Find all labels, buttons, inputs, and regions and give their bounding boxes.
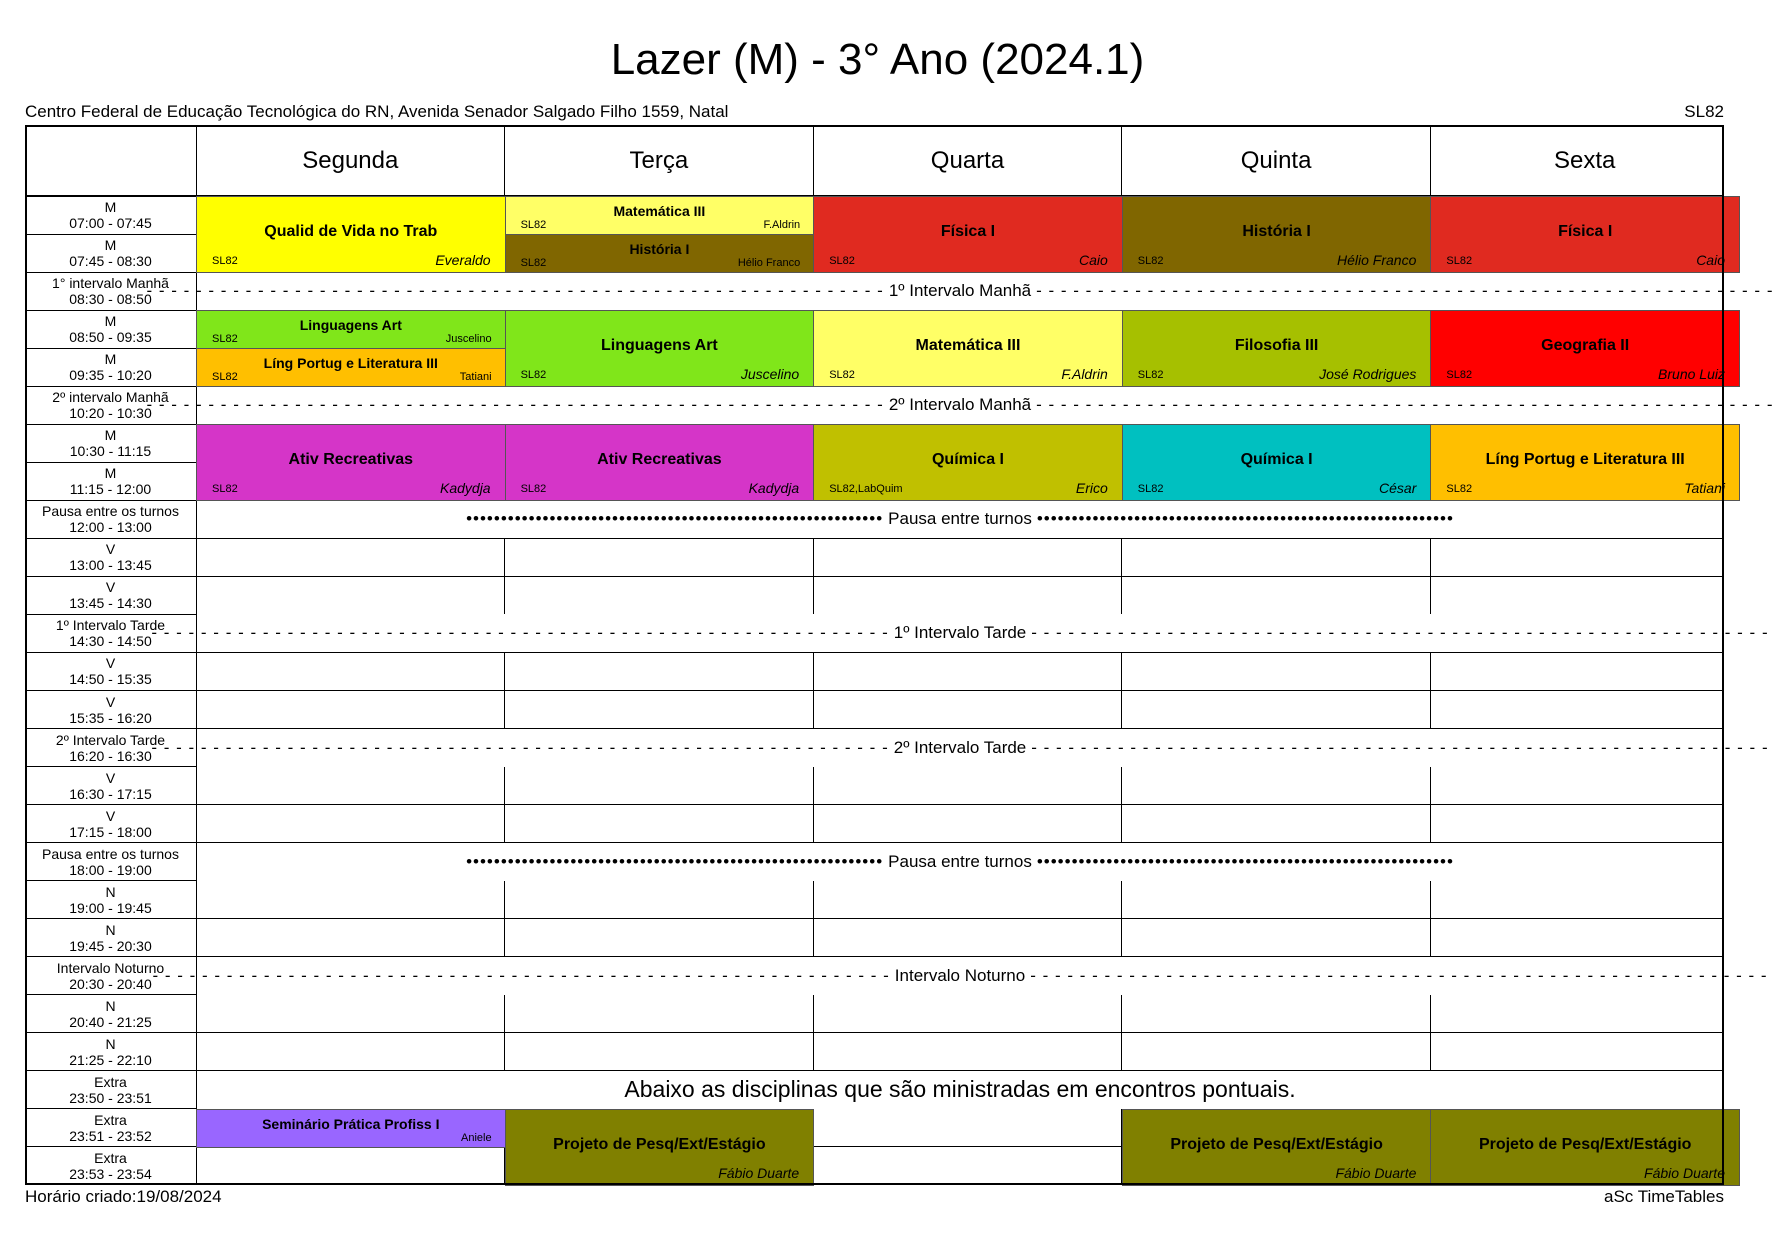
grid-line	[504, 125, 505, 196]
time-slot	[25, 538, 196, 576]
lesson-card[interactable]	[506, 1110, 814, 1185]
grid-line	[1430, 125, 1431, 196]
lesson-card[interactable]	[814, 425, 1122, 500]
lesson-teacher: Bruno Luiz	[1658, 366, 1725, 383]
time-slot-label: V	[105, 655, 116, 672]
break-label: Intervalo Noturno	[894, 965, 1026, 985]
time-slot-range: 19:45 - 20:30	[69, 937, 152, 954]
lesson-card[interactable]	[1431, 1110, 1739, 1185]
time-slot-range: 14:50 - 15:35	[69, 671, 152, 688]
time-slot-label: V	[105, 541, 116, 558]
grid-line	[1121, 538, 1122, 576]
time-slot-range: 19:00 - 19:45	[69, 899, 152, 916]
time-slot-label: 2º intervalo Manhã	[52, 389, 169, 406]
lesson-room: SL82	[520, 369, 547, 382]
lesson-teacher: Hélio Franco	[737, 257, 801, 270]
grid-line	[1430, 576, 1431, 614]
break-label: 2º Intervalo Manhã	[888, 395, 1032, 415]
break-row	[146, 272, 1773, 310]
time-slot	[25, 462, 196, 500]
lesson-subject: Ativ Recreativas	[597, 451, 722, 469]
day-header-3: Quinta	[1240, 146, 1312, 174]
lesson-room: SL82	[212, 371, 238, 384]
lesson-subject: Geografia II	[1541, 337, 1630, 355]
grid-line	[25, 1032, 1724, 1033]
lesson-room: SL82	[520, 257, 547, 270]
lesson-subject: Física I	[1558, 223, 1613, 241]
break-filler: ••••••••••••••••••••••••••••••••••••••••••••••••••••••••••••	[1036, 851, 1454, 871]
grid-line	[813, 691, 814, 729]
lesson-subject: Qualid de Vida no Trab	[264, 223, 438, 241]
pontual-notice: Abaixo as disciplinas que são ministradas em encontros pontuais.	[197, 1071, 1723, 1109]
break-filler: - - - - - - - - - - - - - - - - - - - - - - - - - - - - - - - - - - - - - - - - - - - - - - - - - - - - - - - - - - - -	[1031, 737, 1769, 757]
lesson-card[interactable]	[197, 425, 505, 500]
time-slot	[25, 1071, 196, 1109]
lesson-card[interactable]	[1123, 311, 1431, 386]
time-slot-label: M	[104, 313, 117, 330]
time-slot-label: M	[104, 199, 117, 216]
lesson-teacher: Kadydja	[748, 480, 800, 497]
lesson-teacher: José Rodrigues	[1319, 366, 1417, 383]
time-slot	[25, 576, 196, 614]
grid-line	[1430, 881, 1431, 919]
time-slot	[25, 691, 196, 729]
time-slot-label: V	[105, 579, 116, 596]
break-label: Pausa entre turnos	[888, 509, 1032, 529]
time-slot-label: V	[105, 807, 116, 824]
grid-line	[504, 652, 505, 690]
lesson-teacher: Fábio Duarte	[1644, 1164, 1725, 1181]
grid-line	[813, 576, 814, 614]
day-header-1: Terça	[629, 146, 689, 174]
lesson-teacher: Tatiani	[1684, 480, 1725, 497]
time-slot-label: Extra	[94, 1073, 127, 1090]
time-slot-range: 10:30 - 11:15	[69, 443, 152, 460]
lesson-room: SL82	[1446, 255, 1473, 268]
grid-line	[1430, 767, 1431, 805]
lesson-card[interactable]	[506, 311, 814, 386]
break-label: 1º Intervalo Tarde	[893, 623, 1027, 643]
lesson-teacher: F.Aldrin	[763, 219, 801, 232]
time-slot-range: 20:40 - 21:25	[69, 1013, 152, 1030]
time-slot	[25, 881, 196, 919]
grid-line	[813, 805, 814, 843]
time-slot-range: 21:25 - 22:10	[69, 1051, 152, 1068]
time-slot	[25, 310, 196, 348]
lesson-room: SL82	[212, 333, 238, 346]
lesson-subject: História I	[629, 241, 690, 258]
grid-line	[1430, 1033, 1431, 1071]
lesson-subject: Projeto de Pesq/Ext/Estágio	[553, 1135, 766, 1153]
break-filler: - - - - - - - - - - - - - - - - - - - - - - - - - - - - - - - - - - - - - - - - - - - - - - - - - - - - - - - - - - - -	[1036, 281, 1773, 301]
lesson-subject: Seminário Prática Profiss I	[262, 1115, 440, 1132]
grid-line	[25, 690, 1724, 691]
break-filler: - - - - - - - - - - - - - - - - - - - - - - - - - - - - - - - - - - - - - - - - - - - - - - - - - - - - - - - - - - - -	[1036, 395, 1773, 415]
grid-line	[813, 881, 814, 919]
lesson-teacher: Kadydja	[440, 480, 491, 497]
lesson-card[interactable]	[506, 197, 814, 234]
time-slot-range: 08:30 - 08:50	[69, 291, 152, 308]
lesson-room: SL82	[520, 219, 547, 232]
lesson-teacher: Juscelino	[740, 366, 800, 383]
time-slot-label: M	[104, 465, 117, 482]
grid-line	[813, 767, 814, 805]
grid-line	[1121, 1033, 1122, 1071]
lesson-teacher: Juscelino	[445, 333, 492, 346]
lesson-teacher: Aniele	[461, 1131, 492, 1144]
timetable-grid	[25, 125, 1773, 1185]
break-row	[197, 500, 1723, 538]
time-slot-label: Pausa entre os turnos	[42, 503, 179, 520]
lesson-card[interactable]	[1431, 311, 1739, 386]
day-header-4: Sexta	[1554, 146, 1616, 174]
break-filler: - - - - - - - - - - - - - - - - - - - - - - - - - - - - - - - - - - - - - - - - - - - - - - - - - - - - - - - - - - - -	[146, 281, 884, 301]
lesson-subject: Ativ Recreativas	[288, 451, 414, 469]
lesson-card[interactable]	[1431, 425, 1739, 500]
lesson-room: SL82	[1446, 369, 1473, 382]
lesson-card[interactable]	[197, 197, 505, 272]
grid-line	[504, 995, 505, 1033]
break-filler: - - - - - - - - - - - - - - - - - - - - - - - - - - - - - - - - - - - - - - - - - - - - - - - - - - - - - - - - - - - -	[146, 395, 884, 415]
time-slot-range: 16:30 - 17:15	[69, 785, 152, 802]
lesson-teacher: Fábio Duarte	[718, 1164, 800, 1181]
lesson-teacher: Erico	[1075, 480, 1108, 497]
time-slot	[25, 652, 196, 690]
lesson-card[interactable]	[814, 311, 1122, 386]
lesson-subject: Linguagens Art	[601, 337, 718, 355]
lesson-teacher: Fábio Duarte	[1335, 1164, 1417, 1181]
time-slot-range: 15:35 - 16:20	[69, 709, 152, 726]
break-label: 2º Intervalo Tarde	[893, 737, 1027, 757]
time-slot	[25, 843, 196, 881]
time-slot-label: Extra	[94, 1111, 127, 1128]
lesson-subject: Química I	[1240, 451, 1313, 469]
room-code: SL82	[1684, 102, 1724, 121]
break-filler: - - - - - - - - - - - - - - - - - - - - - - - - - - - - - - - - - - - - - - - - - - - - - - - - - - - - - - - - - - - -	[1031, 623, 1769, 643]
time-slot-label: N	[105, 883, 116, 900]
lesson-card[interactable]	[197, 1110, 505, 1147]
grid-line	[504, 767, 505, 805]
break-row	[151, 729, 1769, 767]
time-slot-range: 14:30 - 14:50	[69, 633, 152, 650]
time-slot	[25, 424, 196, 462]
break-filler: ••••••••••••••••••••••••••••••••••••••••••••••••••••••••••••	[1036, 509, 1454, 529]
time-slot-label: Extra	[94, 1149, 127, 1166]
grid-line	[1121, 805, 1122, 843]
day-header-0: Segunda	[302, 146, 399, 174]
time-slot	[25, 500, 196, 538]
lesson-room: SL82	[212, 255, 238, 268]
time-slot-label: Intervalo Noturno	[56, 959, 165, 976]
lesson-card[interactable]	[506, 235, 814, 272]
time-slot-label: Pausa entre os turnos	[42, 845, 179, 862]
grid-line	[504, 1033, 505, 1071]
time-slot	[25, 995, 196, 1033]
break-filler: - - - - - - - - - - - - - - - - - - - - - - - - - - - - - - - - - - - - - - - - - - - - - - - - - - - - - - - - - - - -	[152, 965, 890, 985]
lesson-card[interactable]	[1123, 1110, 1431, 1185]
lesson-room: SL82	[1137, 483, 1164, 496]
lesson-subject: Física I	[940, 223, 996, 241]
break-label: 1º Intervalo Manhã	[888, 281, 1032, 301]
grid-line	[1121, 652, 1122, 690]
break-label: Pausa entre turnos	[888, 851, 1032, 871]
time-slot-label: 1º Intervalo Tarde	[55, 617, 166, 634]
grid-line	[1121, 691, 1122, 729]
grid-line	[1121, 767, 1122, 805]
grid-line	[504, 538, 505, 576]
lesson-teacher: Hélio Franco	[1337, 252, 1417, 269]
grid-line	[504, 576, 505, 614]
grid-line	[1430, 805, 1431, 843]
time-slot-label: M	[104, 237, 117, 254]
time-slot-range: 07:45 - 08:30	[69, 253, 152, 270]
lesson-room: SL82	[1137, 255, 1164, 268]
lesson-subject: Projeto de Pesq/Ext/Estágio	[1170, 1135, 1383, 1153]
lesson-subject: História I	[1242, 223, 1311, 241]
grid-line	[1430, 538, 1431, 576]
time-slot	[25, 805, 196, 843]
time-slot-label: N	[105, 1035, 116, 1052]
institution-address: Centro Federal de Educação Tecnológica do RN, Avenida Senador Salgado Filho 1559, Natal	[25, 102, 729, 121]
time-slot-range: 07:00 - 07:45	[69, 215, 152, 232]
grid-line	[813, 652, 814, 690]
grid-line	[1121, 576, 1122, 614]
time-slot-range: 13:45 - 14:30	[69, 595, 152, 612]
time-slot-range: 23:51 - 23:52	[69, 1127, 152, 1144]
grid-line	[25, 576, 1724, 577]
time-slot-range: 12:00 - 13:00	[69, 519, 152, 536]
lesson-teacher: Caio	[1078, 252, 1108, 269]
time-slot-range: 20:30 - 20:40	[69, 975, 152, 992]
grid-line	[813, 125, 814, 196]
lesson-subject: Líng Portug e Literatura III	[263, 355, 438, 372]
grid-line	[504, 881, 505, 919]
time-slot-range: 23:53 - 23:54	[69, 1165, 152, 1182]
lesson-subject: Líng Portug e Literatura III	[1485, 451, 1685, 469]
grid-line	[25, 918, 1724, 919]
lesson-subject: Química I	[931, 451, 1004, 469]
grid-line	[1121, 919, 1122, 957]
time-slot-range: 08:50 - 09:35	[69, 329, 152, 346]
time-slot	[25, 196, 196, 234]
grid-line	[504, 691, 505, 729]
time-slot-label: V	[105, 769, 116, 786]
time-slot-range: 17:15 - 18:00	[69, 823, 152, 840]
time-slot	[25, 1109, 196, 1147]
time-slot-label: 1° intervalo Manhã	[52, 275, 169, 292]
time-slot-range: 13:00 - 13:45	[69, 557, 152, 574]
break-filler: ••••••••••••••••••••••••••••••••••••••••••••••••••••••••••••	[466, 851, 884, 871]
lesson-teacher: Tatiani	[459, 371, 492, 384]
lesson-teacher: César	[1379, 480, 1417, 497]
time-slot-label: M	[104, 351, 117, 368]
break-row	[197, 843, 1723, 881]
time-slot-range: 10:20 - 10:30	[69, 405, 152, 422]
time-slot-label: 2º Intervalo Tarde	[55, 731, 166, 748]
lesson-room: SL82	[829, 369, 855, 382]
time-slot-label: M	[104, 427, 117, 444]
lesson-subject: Filosofia III	[1234, 337, 1319, 355]
grid-line	[813, 995, 814, 1033]
lesson-card[interactable]	[814, 197, 1122, 272]
lesson-subject: Projeto de Pesq/Ext/Estágio	[1478, 1135, 1692, 1153]
grid-line	[1430, 919, 1431, 957]
grid-line	[1121, 881, 1122, 919]
grid-line	[813, 538, 814, 576]
grid-line	[1121, 995, 1122, 1033]
time-slot-label: N	[105, 921, 116, 938]
lesson-card[interactable]	[506, 425, 814, 500]
brand-credit: aSc TimeTables	[1604, 1187, 1724, 1206]
lesson-card[interactable]	[1123, 197, 1431, 272]
time-slot	[25, 919, 196, 957]
break-filler: - - - - - - - - - - - - - - - - - - - - - - - - - - - - - - - - - - - - - - - - - - - - - - - - - - - - - - - - - - - -	[151, 737, 889, 757]
lesson-card[interactable]	[197, 349, 505, 386]
lesson-room: SL82	[212, 483, 238, 496]
page-title: Lazer (M) - 3° Ano (2024.1)	[610, 35, 1145, 84]
grid-line	[1430, 652, 1431, 690]
lesson-card[interactable]	[1123, 425, 1431, 500]
time-slot	[25, 348, 196, 386]
time-slot-label: N	[105, 997, 116, 1014]
lesson-card[interactable]	[1431, 197, 1739, 272]
lesson-room: SL82	[1137, 369, 1164, 382]
lesson-teacher: F.Aldrin	[1061, 366, 1108, 383]
break-row	[152, 957, 1768, 995]
lesson-room: SL82	[520, 483, 547, 496]
time-slot-range: 11:15 - 12:00	[69, 481, 152, 498]
time-slot	[25, 767, 196, 805]
lesson-teacher: Caio	[1696, 252, 1725, 269]
grid-line	[1430, 995, 1431, 1033]
day-header-2: Quarta	[930, 146, 1005, 174]
time-slot	[25, 1147, 196, 1185]
grid-line	[504, 805, 505, 843]
lesson-subject: Linguagens Art	[299, 317, 402, 334]
lesson-room: SL82	[829, 255, 855, 268]
time-slot	[25, 234, 196, 272]
break-filler: - - - - - - - - - - - - - - - - - - - - - - - - - - - - - - - - - - - - - - - - - - - - - - - - - - - - - - - - - - - -	[151, 623, 889, 643]
time-slot	[25, 1033, 196, 1071]
lesson-room: SL82,LabQuim	[829, 483, 903, 496]
time-slot-range: 23:50 - 23:51	[69, 1089, 152, 1106]
break-filler: ••••••••••••••••••••••••••••••••••••••••••••••••••••••••••••	[466, 509, 884, 529]
break-filler: - - - - - - - - - - - - - - - - - - - - - - - - - - - - - - - - - - - - - - - - - - - - - - - - - - - - - - - - - - - -	[1030, 965, 1768, 985]
lesson-room: SL82	[1446, 483, 1473, 496]
created-date: Horário criado:19/08/2024	[25, 1187, 222, 1206]
grid-line	[25, 804, 1724, 805]
lesson-subject: Matemática III	[915, 337, 1021, 355]
lesson-teacher: Everaldo	[435, 252, 491, 269]
grid-line	[813, 919, 814, 957]
time-slot-label: V	[105, 693, 116, 710]
grid-line	[1121, 125, 1122, 196]
grid-line	[1430, 691, 1431, 729]
grid-line	[504, 919, 505, 957]
break-row	[151, 614, 1769, 652]
lesson-card[interactable]	[197, 311, 505, 348]
break-row	[146, 386, 1773, 424]
grid-line	[813, 1033, 814, 1071]
lesson-subject: Matemática III	[613, 203, 706, 219]
time-slot-range: 18:00 - 19:00	[69, 861, 152, 878]
time-slot-range: 16:20 - 16:30	[69, 747, 152, 764]
time-slot-range: 09:35 - 10:20	[69, 367, 152, 384]
